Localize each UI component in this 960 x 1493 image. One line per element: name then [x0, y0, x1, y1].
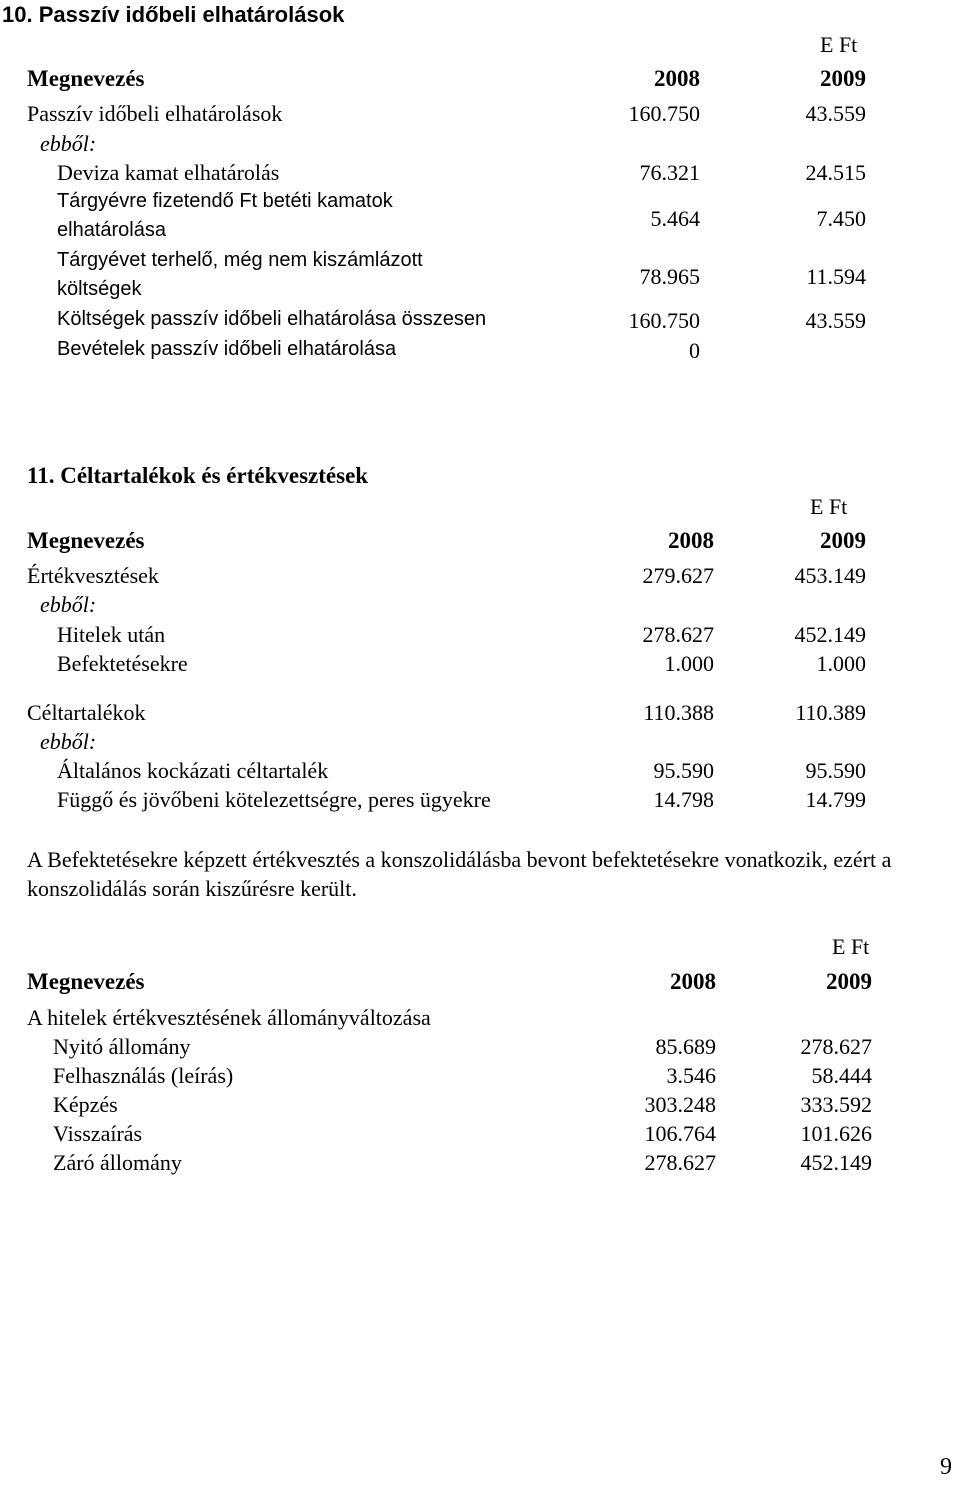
- row-value-2009: 1.000: [816, 651, 866, 676]
- row-label: ebből:: [40, 729, 97, 754]
- row-label: Függő és jövőbeni kötelezettségre, peres ügyekre: [57, 787, 491, 812]
- row-value-2009: 43.559: [805, 308, 866, 333]
- header-year-2009: 2009: [826, 969, 872, 994]
- row-label: elhatárolása: [57, 219, 166, 241]
- row-value-2009: 24.515: [805, 160, 866, 185]
- row-value-2008: 303.248: [644, 1092, 716, 1117]
- row-label: Általános kockázati céltartalék: [57, 758, 329, 783]
- row-label: Visszaírás: [53, 1121, 143, 1146]
- row-value-2008: 78.965: [639, 264, 700, 289]
- header-year-2008: 2008: [654, 66, 700, 91]
- header-label: Megnevezés: [27, 969, 145, 994]
- row-label: Költségek passzív időbeli elhatárolása összesen: [57, 308, 487, 330]
- row-value-2009: 95.590: [805, 758, 866, 783]
- row-label: Záró állomány: [53, 1150, 182, 1175]
- row-label: Befektetésekre: [57, 651, 188, 676]
- row-value-2009: 7.450: [816, 206, 866, 231]
- row-value-2009: 278.627: [800, 1034, 872, 1059]
- header-year-2008: 2008: [670, 969, 716, 994]
- row-value-2009: 43.559: [805, 101, 866, 126]
- explanatory-note: A Befektetésekre képzett értékvesztés a konszolidálásba bevont befektetésekre vonatkozik, ezért a konszolidálás során kiszűrésre került.: [27, 847, 892, 901]
- row-label: Deviza kamat elhatárolás: [57, 160, 280, 185]
- row-value-2009: 101.626: [800, 1121, 872, 1146]
- section-10-unit: E Ft: [820, 32, 858, 57]
- row-value-2008: 160.750: [628, 308, 700, 333]
- row-value-2008: 110.388: [643, 700, 714, 725]
- row-value-2008: 5.464: [650, 206, 700, 231]
- header-year-2009: 2009: [820, 528, 866, 553]
- row-value-2008: 85.689: [655, 1034, 716, 1059]
- header-label: Megnevezés: [27, 528, 145, 553]
- row-value-2008: 76.321: [639, 160, 700, 185]
- row-value-2009: 333.592: [800, 1092, 872, 1117]
- row-label: költségek: [57, 278, 142, 300]
- section-10-title: 10. Passzív időbeli elhatárolások: [2, 2, 345, 27]
- row-value-2009: 453.149: [794, 563, 866, 588]
- row-value-2008: 279.627: [642, 563, 714, 588]
- row-label: Hitelek után: [57, 622, 166, 647]
- row-label: Felhasználás (leírás): [53, 1063, 234, 1088]
- row-value-2008: 106.764: [644, 1121, 716, 1146]
- row-value-2009: 110.389: [795, 700, 866, 725]
- header-label: Megnevezés: [27, 66, 145, 91]
- row-value-2008: 3.546: [666, 1063, 716, 1088]
- row-value-2008: 1.000: [664, 651, 714, 676]
- row-value-2009: 452.149: [800, 1150, 872, 1175]
- row-label: Céltartalékok: [27, 700, 146, 725]
- row-value-2009: 452.149: [794, 622, 866, 647]
- header-year-2008: 2008: [668, 528, 714, 553]
- row-value-2008: 278.627: [644, 1150, 716, 1175]
- row-label: Bevételek passzív időbeli elhatárolása: [57, 338, 397, 360]
- header-year-2009: 2009: [820, 66, 866, 91]
- row-value-2008: 160.750: [628, 101, 700, 126]
- row-value-2009: 11.594: [806, 264, 866, 289]
- row-value-2008: 0: [689, 338, 700, 363]
- row-label: Tárgyévet terhelő, még nem kiszámlázott: [57, 249, 423, 271]
- page-number: 9: [940, 1454, 952, 1480]
- row-label: Értékvesztések: [27, 563, 159, 588]
- row-label: Passzív időbeli elhatárolások: [27, 101, 283, 126]
- row-value-2008: 14.798: [653, 787, 714, 812]
- row-value-2009: 58.444: [811, 1063, 872, 1088]
- row-value-2008: 95.590: [653, 758, 714, 783]
- table-3-unit: E Ft: [832, 934, 870, 959]
- row-value-2008: 278.627: [642, 622, 714, 647]
- row-label: Képzés: [53, 1092, 118, 1117]
- row-label: ebből:: [40, 592, 97, 617]
- row-label: Nyitó állomány: [53, 1034, 191, 1059]
- row-label: A hitelek értékvesztésének állományváltozása: [27, 1005, 431, 1030]
- section-11-unit: E Ft: [810, 494, 848, 519]
- row-label: ebből:: [40, 131, 97, 156]
- section-11-title: 11. Céltartalékok és értékvesztések: [27, 463, 369, 488]
- row-label: Tárgyévre fizetendő Ft betéti kamatok: [57, 190, 393, 212]
- row-value-2009: 14.799: [805, 787, 866, 812]
